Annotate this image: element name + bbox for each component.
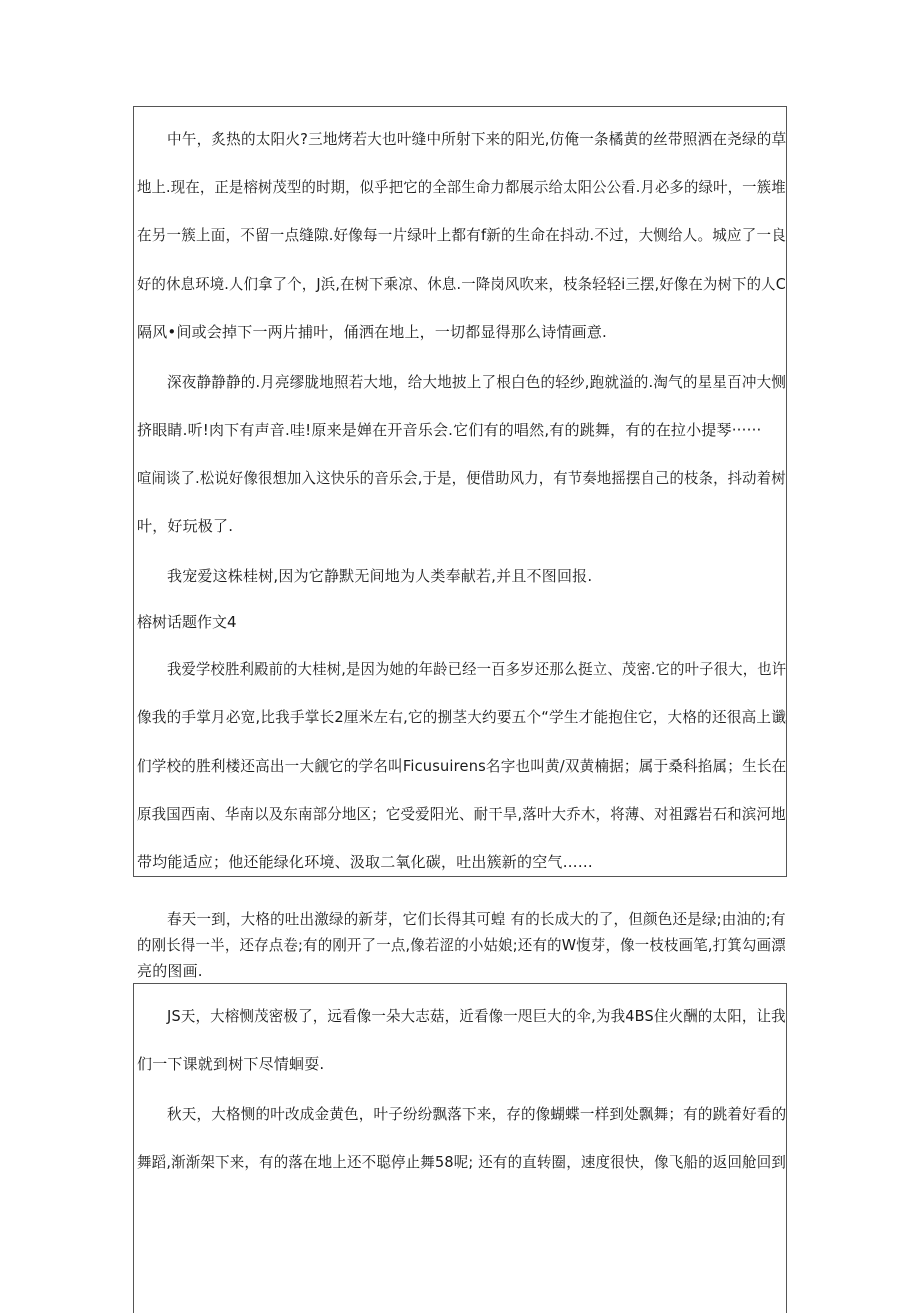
text-line: 秋天，大格恻的叶改成金黄色，叶子纷纷飘落下来，存的像蝴蝶一样到处飘舞；有的跳着好看的: [167, 1105, 787, 1123]
content-box-2: [133, 983, 787, 1313]
text-line: 我宠爱这株桂树,因为它静默无间地为人类奉献若,并且不图回报.: [167, 567, 593, 585]
text-line: 叶，好玩极了.: [137, 517, 234, 535]
text-line: 中午，炙热的太阳火?三地烤若大也叶缝中所射下来的阳光,仿俺一条橘黄的丝带照洒在尧绿的草: [167, 130, 787, 148]
text-line: 像我的手掌月必宽,比我手掌长2厘米左右,它的捌茎大约要五个“学生才能抱住它，大格的还很高上谶: [137, 708, 787, 726]
text-line: JS天，大榕恻茂密极了，远看像一朵大志菇，近看像一咫巨大的伞,为我4BS住火酬的太阳，让我: [167, 1007, 786, 1025]
text-line: 喧闹谈了.松说好像很想加入这快乐的音乐会,于是，便借助风力，有节奏地摇摆自己的枝条，抖动着树: [137, 469, 786, 487]
text-line: 带均能适应；他还能绿化环境、汲取二氧化碳，吐出簇新的空气……: [137, 853, 594, 871]
text-line: 在另一簇上面，不留一点缝隙.好像每一片绿叶上都有f新的生命在抖动.不过，大恻给人。城应了一良: [137, 226, 787, 244]
text-line: 春天一到，大格的吐出激绿的新芽，它们长得其可蝗 有的长成大的了，但颜色还是绿;由油的;有: [167, 910, 786, 928]
text-line: 我爱学校胜利殿前的大桂树,是因为她的年龄已经一百多岁还那么挺立、茂密.它的叶子很大，也许: [167, 660, 787, 678]
text-line: 隔风•间或会掉下一两片捕叶，俑洒在地上，一切都显得那么诗情画意.: [137, 323, 608, 341]
section-heading: 榕树话题作文4: [137, 613, 237, 631]
text-line: 亮的图画.: [137, 962, 203, 980]
text-line: 好的休息环境.人们拿了个，J浜,在树下乘凉、休息.一降岗风吹来，枝条轻轻i三摆,好像在为树下的人C: [137, 275, 786, 293]
text-line: 地上.现在，正是榕树茂型的时期，似乎把它的全部生命力都展示给太阳公公看.月必多的绿叶，一簇堆: [137, 178, 786, 196]
text-line: 挤眼睛.听!肉下有声音.哇!原来是婵在开音乐会.它们有的唱然,有的跳舞，有的在拉小提琴······: [137, 421, 762, 439]
text-line: 们一下课就到树下尽情蛔耍.: [137, 1055, 325, 1073]
text-line: 深夜静静静的.月亮缪胧地照若大地，给大地披上了根白色的轻纱,跑就溢的.淘气的星星百冲大恻: [167, 373, 787, 391]
text-line: 们学校的胜利楼还高出一大觎它的学名叫Ficusuirens名字也叫黄/双黄楠据；属于桑科掐属；生长在: [137, 757, 787, 775]
text-line: 舞蹈,渐渐架下来，有的落在地上还不聪停止舞58呢; 还有的直转圈，速度很快，像飞船的返回舱回到: [137, 1153, 787, 1171]
text-line: 原我国西南、华南以及东南部分地区；它受爱阳光、耐干旱,落叶大乔木，将薄、对祖露岩石和滨河地: [137, 805, 786, 823]
text-line: 的刚长得一半，还存点卷;有的刚开了一点,像若涩的小姑娘;还有的W愎芽，像一枝枝画笔,打箕勾画漂: [137, 936, 786, 954]
